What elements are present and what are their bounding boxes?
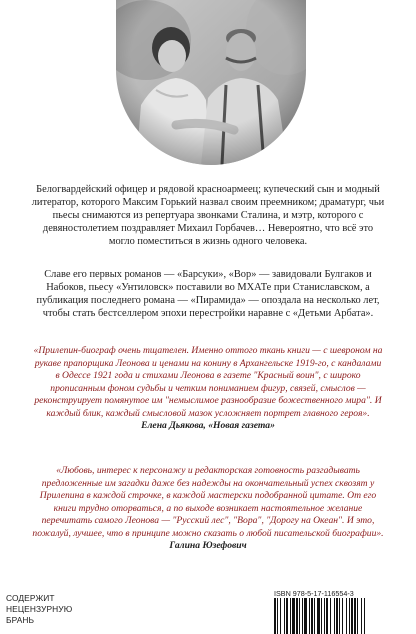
content-warning-line: НЕЦЕНЗУРНУЮ: [6, 604, 73, 614]
quote-attribution: Галина Юзефович: [169, 540, 247, 552]
bio-paragraph-2: Славе его первых романов — «Барсуки», «Вор» — завидовали Булгаков и Набоков, пьесу «Унтиловск» поставили во МХАТе при Станиславском, а публикация последнего романа — «Пирамида» — опоздала на несколько лет, чтобы стать бестселлером эпохи перестройки наравне с «Детьми Арбата».: [36, 269, 380, 320]
quote-attribution: Елена Дьякова, «Новая газета»: [141, 420, 275, 432]
photo-image: [116, 0, 306, 165]
cover-photo: [116, 0, 306, 165]
bio-paragraph-1: Белогвардейский офицер и рядовой красноармеец; купеческий сын и модный литератор, которого Максим Горький назвал своим преемником; драматург, чьи пьесы снимаются из репертуара звонками Сталина, и мэтр, которого с девяностолетием поздравляет Михаил Горбачев… Невероятно, что всё это могло поместиться в жизнь одного человека.: [31, 184, 385, 248]
review-quote-2: [32, 465, 384, 553]
content-warning: [6, 593, 72, 626]
barcode-image: [270, 598, 410, 634]
quote-text: «Любовь, интерес к персонажу и редакторская готовность разгадывать предложенные им загадки даже без надежды на окончательный успех сквозят у Прилепина в каждой строчке, в каждой мастерски подобранной цитате. От его книги трудно оторваться, а по выходе возникает настоятельное желание перечитать самого Леонова — "Русский лес", "Вора", "Дорогу на Океан". И это, пожалуй, лучшее, что в принципе можно сказать о любой писательской биографии».: [32, 465, 384, 539]
isbn-label: ISBN 978-5-17-116554-3: [274, 589, 354, 598]
quote-text: «Прилепин-биограф очень тщателен. Именно оттого ткань книги — с шевроном на рукаве прапорщика Леонова и ценами на конину в Архангельске 1919-го, с кандалами в Одессе 1921 года и стихами Леонова в газете "Красный воин", с широко прописанным фоном судьбы и четким пониманием фигур, связей, смыслов — реконструирует помянутое им "немыслимое разнообразие божественного мира". И каждый блик, каждый смысловой мазок усложняет портрет главного героя».: [33, 345, 383, 419]
content-warning-line: СОДЕРЖИТ: [6, 593, 55, 603]
content-warning-line: БРАНЬ: [6, 615, 35, 625]
review-quote-1: [32, 345, 384, 433]
